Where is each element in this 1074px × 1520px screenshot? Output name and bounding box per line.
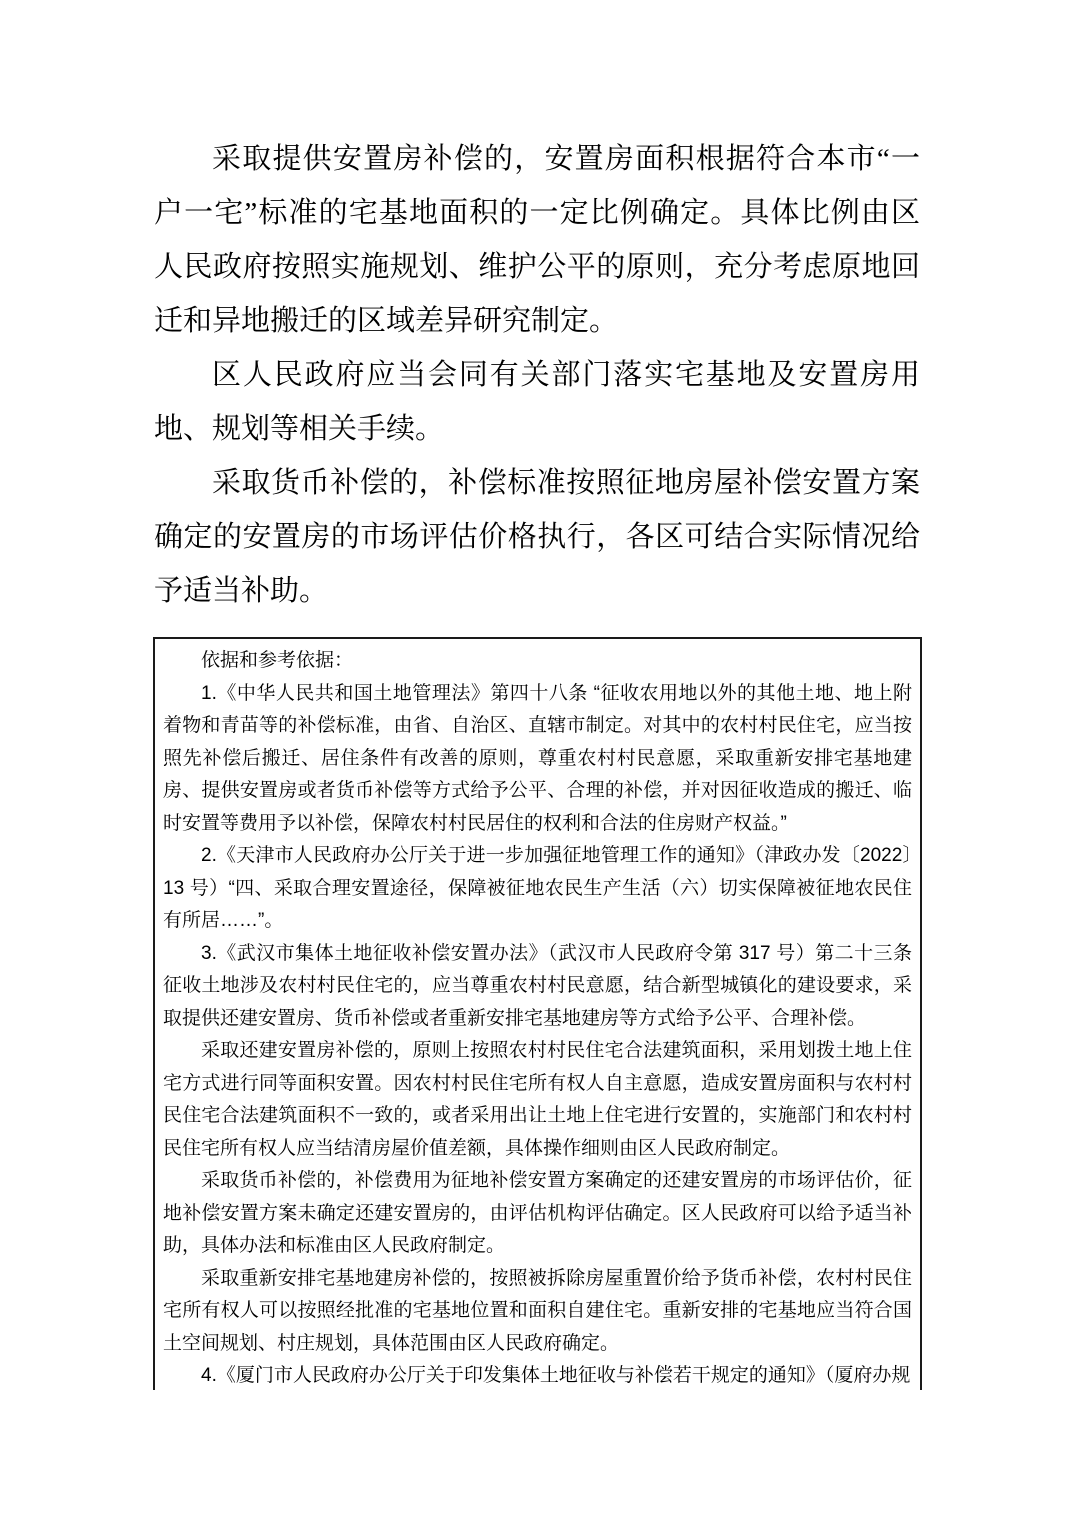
body-paragraph-3: 采取货币补偿的，补偿标准按照征地房屋补偿安置方案确定的安置房的市场评估价格执行，各区可结合实际情况给予适当补助。 bbox=[154, 467, 920, 607]
reference-paragraph-7: 4.《厦门市人民政府办公厅关于印发集体土地征收与补偿若干规定的通知》（厦府办规 bbox=[201, 1365, 911, 1386]
body-paragraph-2: 区人民政府应当会同有关部门落实宅基地及安置房用地、规划等相关手续。 bbox=[154, 359, 920, 445]
reference-paragraph-3: 3.《武汉市集体土地征收补偿安置办法》（武汉市人民政府令第 317 号）第二十三条 征收土地涉及农村村民住宅的，应当尊重农村村民意愿，结合新型城镇化的建设要求，采取提供还建安置房、货币补偿或者重新安排宅基地建房等方式给予公平、合理补偿。 bbox=[163, 942, 912, 1029]
body-text-block bbox=[154, 132, 920, 618]
reference-paragraph-5: 采取货币补偿的，补偿费用为征地补偿安置方案确定的还建安置房的市场评估价，征地补偿安置方案未确定还建安置房的，由评估机构评估确定。区人民政府可以给予适当补助，具体办法和标准由区人民政府制定。 bbox=[163, 1170, 912, 1256]
body-paragraph-1: 采取提供安置房补偿的，安置房面积根据符合本市“一户一宅”标准的宅基地面积的一定比例确定。具体比例由区人民政府按照实施规划、维护公平的原则，充分考虑原地回迁和异地搬迁的区域差异研究制定。 bbox=[154, 143, 920, 337]
reference-paragraph-4: 采取还建安置房补偿的，原则上按照农村村民住宅合法建筑面积，采用划拨土地上住宅方式进行同等面积安置。因农村村民住宅所有权人自主意愿，造成安置房面积与农村村民住宅合法建筑面积不一致的，或者采用出让土地上住宅进行安置的，实施部门和农村村民住宅所有权人应当结清房屋价值差额，具体操作细则由区人民政府制定。 bbox=[163, 1040, 912, 1159]
reference-paragraph-2: 2.《天津市人民政府办公厅关于进一步加强征地管理工作的通知》（津政办发〔2022〕13 号）“四、采取合理安置途径，保障被征地农民生产生活（六）切实保障被征地农民住有所居……”。 bbox=[163, 845, 912, 931]
reference-box bbox=[153, 637, 922, 1390]
reference-paragraph-6: 采取重新安排宅基地建房补偿的，按照被拆除房屋重置价给予货币补偿，农村村民住宅所有权人可以按照经批准的宅基地位置和面积自建住宅。重新安排的宅基地应当符合国土空间规划、村庄规划，具体范围由区人民政府确定。 bbox=[163, 1267, 912, 1354]
reference-paragraph-1: 1.《中华人民共和国土地管理法》第四十八条 “征收农用地以外的其他土地、地上附着物和青苗等的补偿标准，由省、自治区、直辖市制定。对其中的农村村民住宅，应当按照先补偿后搬迁、居住条件有改善的原则，尊重农村村民意愿，采取重新安排宅基地建房、提供安置房或者货币补偿等方式给予公平、合理的补偿，并对因征收造成的搬迁、临时安置等费用予以补偿，保障农村村民居住的权利和合法的住房财产权益。” bbox=[163, 682, 912, 834]
reference-box-heading: 依据和参考依据： bbox=[201, 650, 354, 671]
